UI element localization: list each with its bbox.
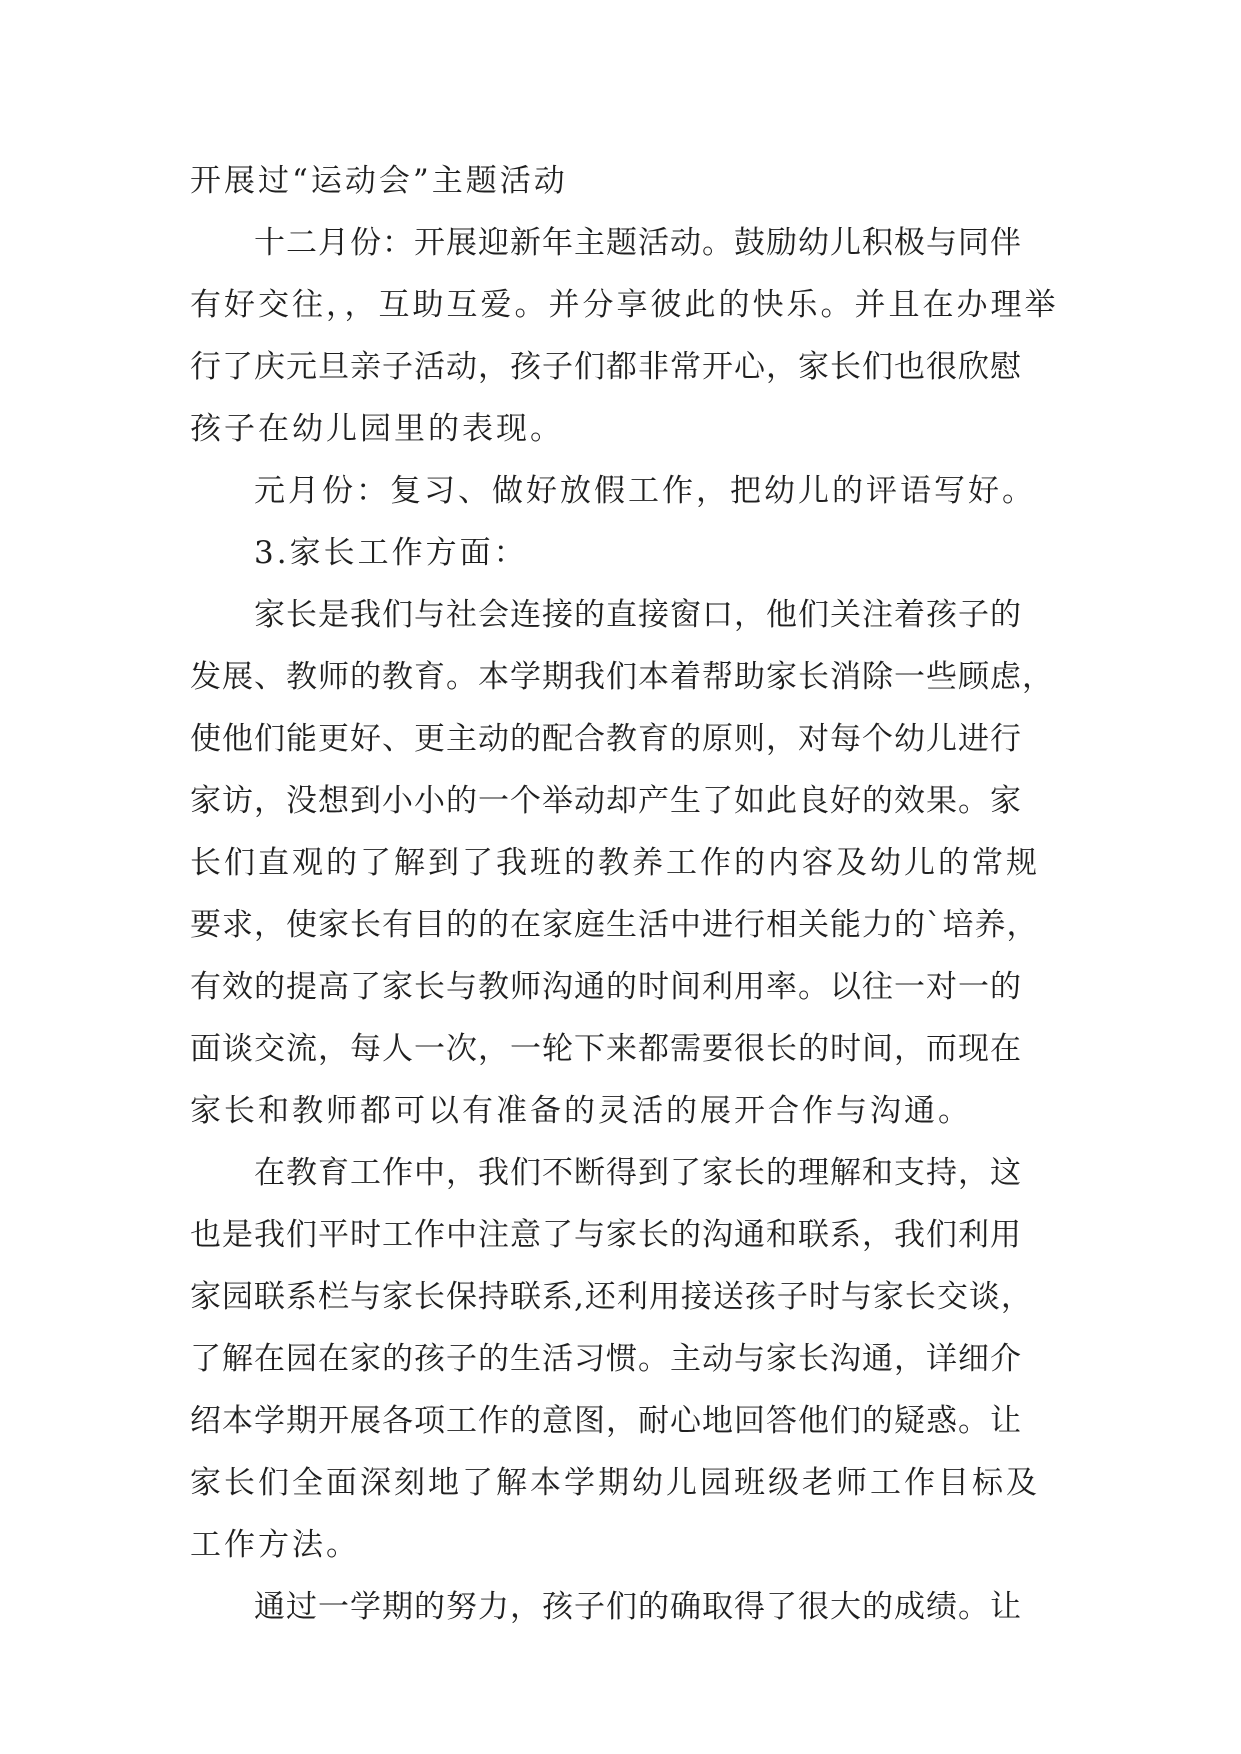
text-line: 面谈交流，每人一次，一轮下来都需要很长的时间，而现在 — [190, 1031, 1022, 1067]
text-line: 长们直观的了解到了我班的教养工作的内容及幼儿的常规 — [190, 845, 1040, 881]
section-heading: 3.家长工作方面： — [254, 535, 528, 571]
text-line: 开展过“运动会”主题活动 — [190, 163, 568, 199]
text-line: 通过一学期的努力，孩子们的确取得了很大的成绩。让 — [254, 1589, 1022, 1625]
text-line: 家长是我们与社会连接的直接窗口，他们关注着孩子的 — [254, 597, 1022, 633]
text-line: 家长和教师都可以有准备的灵活的展开合作与沟通。 — [190, 1093, 972, 1129]
text-line: 有效的提高了家长与教师沟通的时间利用率。以往一对一的 — [190, 969, 1022, 1005]
text-line: 家访，没想到小小的一个举动却产生了如此良好的效果。家 — [190, 783, 1022, 819]
text-line: 也是我们平时工作中注意了与家长的沟通和联系，我们利用 — [190, 1217, 1022, 1253]
text-line: 要求，使家长有目的的在家庭生活中进行相关能力的`培养， — [190, 907, 1039, 943]
text-line: 元月份：复习、做好放假工作，把幼儿的评语写好。 — [254, 473, 1036, 509]
text-line: 孩子在幼儿园里的表现。 — [190, 411, 564, 447]
text-line: 十二月份：开展迎新年主题活动。鼓励幼儿积极与同伴 — [254, 225, 1022, 261]
text-line: 工作方法。 — [190, 1527, 360, 1563]
text-line: 在教育工作中，我们不断得到了家长的理解和支持，这 — [254, 1155, 1022, 1191]
text-line: 家园联系栏与家长保持联系,还利用接送孩子时与家长交谈， — [190, 1279, 1033, 1315]
body-text — [190, 150, 1060, 1638]
text-line: 行了庆元旦亲子活动，孩子们都非常开心，家长们也很欣慰 — [190, 349, 1022, 385]
text-line: 发展、教师的教育。本学期我们本着帮助家长消除一些顾虑， — [190, 659, 1054, 695]
text-line: 了解在园在家的孩子的生活习惯。主动与家长沟通，详细介 — [190, 1341, 1022, 1377]
text-line: 家长们全面深刻地了解本学期幼儿园班级老师工作目标及 — [190, 1465, 1040, 1501]
text-line: 绍本学期开展各项工作的意图，耐心地回答他们的疑惑。让 — [190, 1403, 1022, 1439]
text-line: 有好交往，，互助互爱。并分享彼此的快乐。并且在办理举 — [190, 287, 1059, 323]
text-line: 使他们能更好、更主动的配合教育的原则，对每个幼儿进行 — [190, 721, 1022, 757]
